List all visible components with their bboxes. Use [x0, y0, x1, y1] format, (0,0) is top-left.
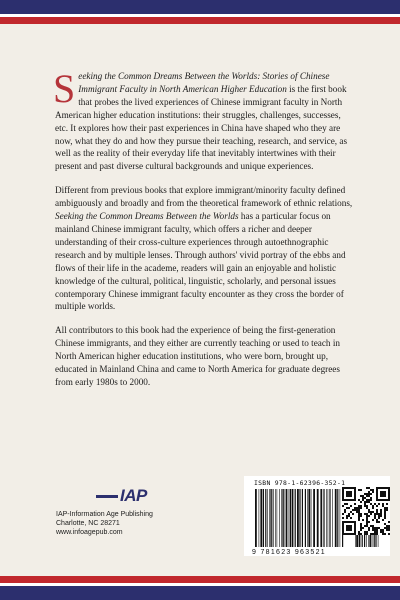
barcode-digits: 9 781623 963521 [252, 549, 326, 556]
back-cover-text [53, 66, 355, 400]
paragraph-2-title: Seeking the Common Dreams Between the Worlds [55, 211, 239, 222]
top-color-band [0, 0, 400, 24]
bottom-color-band [0, 576, 400, 600]
publisher-website: www.infoagepub.com [56, 529, 123, 536]
publisher-address: Charlotte, NC 28271 [56, 520, 120, 527]
paragraph-2-after: has a particular focus on mainland Chinese immigrant faculty, which offers a richer and deeper understanding of their cross-culture experiences through autoethnographic research and by multiple lenses. Through authors' vivid portray of the ebbs and flows of their life in the academe, readers will gain an enjoyable and holistic knowledge of the cultural, political, linguistic, scholarly, and personal issues contemporary Chinese immigrant faculty encounter as they cross the border of multiple worlds. [55, 211, 346, 312]
paragraph-2 [55, 184, 355, 313]
publisher-name: IAP-Information Age Publishing [56, 511, 153, 518]
book-title-italic: eeking the Common Dreams Between the Worlds: Stories of Chinese Immigrant Faculty in North American Higher Education [78, 71, 330, 94]
qr-code [342, 487, 390, 535]
paragraph-1 [53, 66, 355, 173]
paragraph-2-before: Different from previous books that explore immigrant/minority faculty defined ambiguously and broadly and from the theoretical framework of ethnic relations, [55, 185, 353, 209]
paragraph-1-text: is the first book that probes the lived experiences of Chinese immigrant faculty in North American higher education institutions: their struggles, challenges, successes, etc. It explores how their past experiences in China have shaped who they are now, what they do and how they pursue their teaching, research, and service, as well as the reality of their everyday life that inevitably intertwines with their present and past diverse cultural backgrounds and unique experiences. [55, 83, 348, 172]
publisher-block [56, 487, 176, 537]
isbn-text: ISBN 978-1-62396-352-1 [254, 479, 346, 487]
drop-cap: S [53, 66, 76, 111]
publisher-logo [96, 487, 176, 504]
paragraph-3: All contributors to this book had the experience of being the first-generation Chinese immigrants, and they either are currently teaching or used to teach in North American higher education institutions, who were born, brought up, educated in Mainland China and came to North America for graduate degrees from early 1980s to 2000. [55, 325, 340, 387]
logo-bar [96, 495, 118, 498]
isbn-barcode [254, 489, 346, 547]
logo-text: IAP [120, 486, 147, 505]
